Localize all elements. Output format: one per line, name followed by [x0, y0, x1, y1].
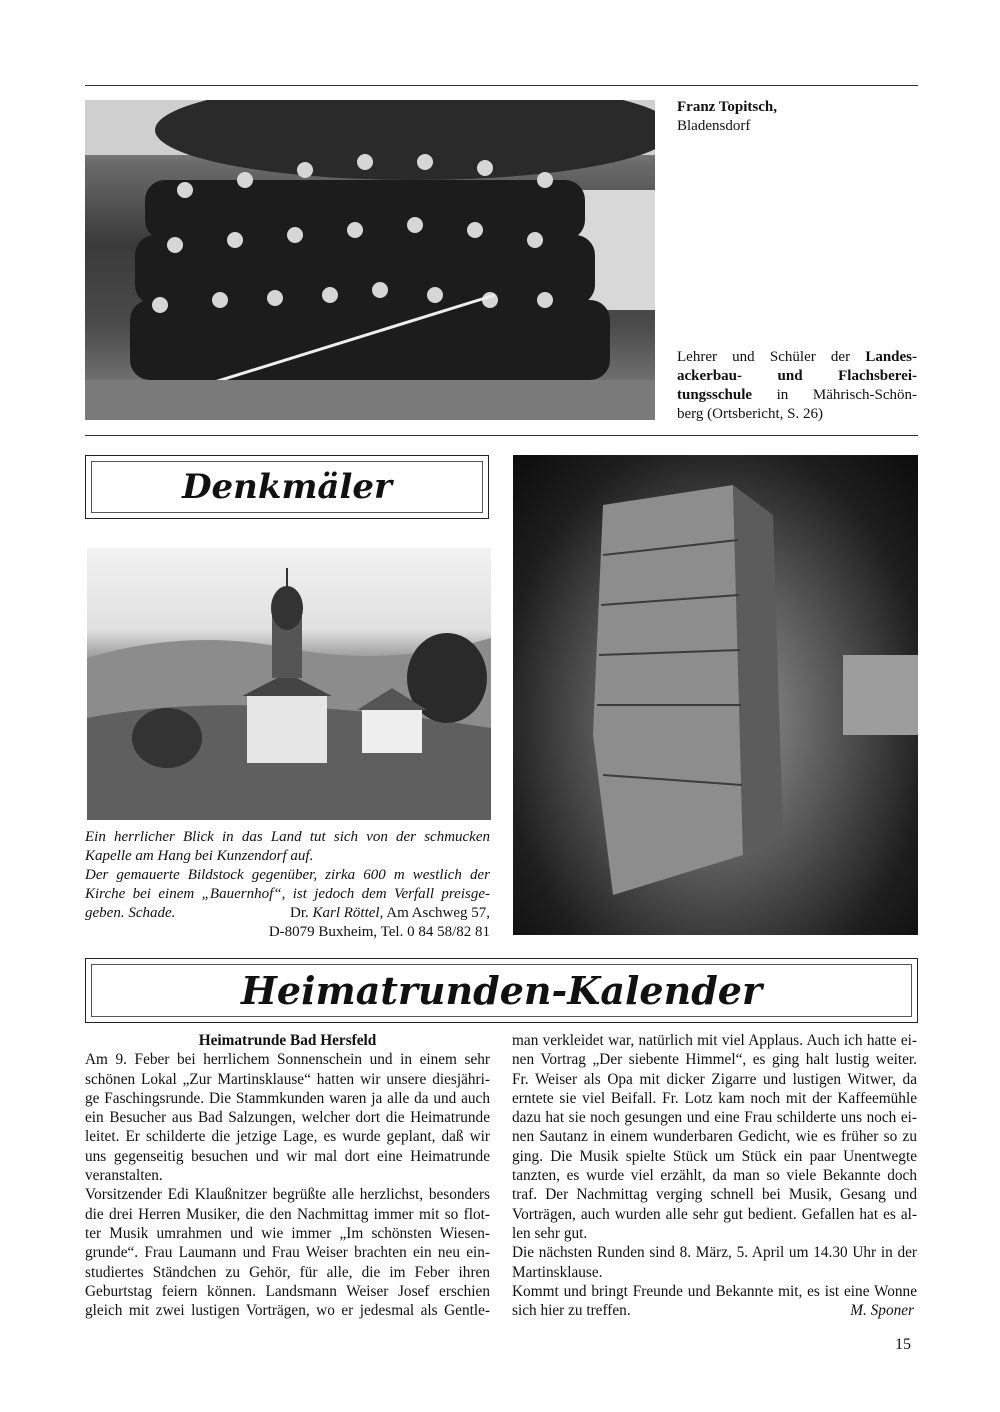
article-line: leitet. Er schilderte die jetzige Lage, es wurde geplant, daß wir: [85, 1128, 490, 1146]
caption-line: [677, 348, 917, 367]
chapel-photo-graphic: [87, 548, 491, 820]
article-line: die drei Herren Musiker, die den Nachmittag immer mit so flot-: [85, 1205, 490, 1223]
caption-line: Ein herrlicher Blick in das Land tut sich von der schmucken: [85, 829, 490, 845]
article-line: veranstalten.: [85, 1167, 163, 1185]
caption-author-line: [85, 904, 490, 923]
middle-rule: [85, 435, 918, 436]
denkmaeler-caption: [85, 828, 490, 942]
shrine-photo-graphic: [513, 455, 918, 935]
credit-place: Bladensdorf: [677, 118, 751, 134]
article-line: Martinsklause.: [512, 1263, 603, 1281]
top-photo-caption: [677, 348, 917, 424]
author-address: Am Aschweg 57,: [383, 905, 490, 921]
top-rule: [85, 85, 918, 86]
article-line: Vorträgen, auch wurden alle sehr gut bedient. Gefallen hat es al-: [512, 1205, 917, 1223]
article-line: Die nächsten Runden sind 8. März, 5. April um 14.30 Uhr in der: [512, 1244, 917, 1262]
denkmaeler-title: Denkmäler: [182, 467, 392, 507]
caption-text: geben. Schade.: [85, 905, 176, 921]
article-line: Am 9. Feber bei herrlichem Sonnenschein und in einem sehr: [85, 1051, 490, 1069]
caption-line: [677, 386, 917, 405]
article-left-column: [85, 1031, 490, 1320]
article-line: len sehr gut.: [512, 1224, 588, 1242]
article-heading: Heimatrunde Bad Hersfeld: [198, 1032, 377, 1049]
wayside-shrine-photo: [513, 455, 918, 935]
page-number: 15: [895, 1336, 911, 1353]
author-prefix: Dr.: [289, 905, 313, 921]
article-line: gleich mit zwei lustigen Vorträgen, wo er jedesmal als Gentle-: [85, 1302, 490, 1320]
article-line: uns gegenseitig besuchen und wir mal dort eine Heimatrunde: [85, 1147, 490, 1165]
top-photo-credit: [677, 98, 917, 136]
article-line: nen Sautanz in einem wunderbaren Gedicht, wie es früher so zu: [512, 1128, 917, 1146]
article-right-column: [512, 1031, 917, 1320]
article-line: ter Musik umrahmen und wie immer „Im schönsten Wiesen-: [85, 1224, 490, 1242]
group-photo-graphic: [85, 100, 655, 420]
article-line: ein Besucher aus Bad Salzungen, welcher dort die Heimatrunde: [85, 1109, 490, 1127]
article-line: studiertes Ständchen zu Gehör, für alle, die im Feber ihren: [85, 1263, 490, 1281]
caption-text: Lehrer und Schüler der: [677, 349, 866, 365]
author-name: Karl Röttel,: [312, 905, 384, 921]
denkmaeler-title-box: [85, 455, 489, 519]
article-line: nen Vortrag „Der siebente Himmel“, es ging halt lustig weiter.: [512, 1051, 917, 1069]
article-line: schönen Lokal „Zur Martinsklause“ hatten wir unsere diesjähri-: [85, 1070, 490, 1088]
caption-bold-text: tungsschule: [677, 387, 753, 403]
caption-bold-text: Landes-: [865, 349, 917, 365]
signature: M. Sponer: [850, 1302, 914, 1320]
kalender-title: Heimatrunden-Kalender: [241, 968, 762, 1013]
caption-line: [677, 367, 917, 386]
article-line: Fr. Weiser als Opa mit dicker Zigarre und lustigen Witwer, da: [512, 1070, 917, 1088]
article-line: dazu hat sie noch gesungen und eine Frau schilderte uns noch ei-: [512, 1109, 917, 1127]
caption-line: Der gemauerte Bildstock gegenüber, zirka 600 m westlich der: [85, 867, 490, 883]
credit-name: Franz Topitsch,: [677, 99, 778, 115]
article-line: Geburtstag feiern können. Landsmann Weiser Josef erschien: [85, 1282, 490, 1300]
caption-line: [677, 405, 917, 424]
caption-text: [742, 368, 778, 384]
author-address-line: D-8079 Buxheim, Tel. 0 84 58/82 81: [268, 924, 490, 940]
author-credit: [290, 904, 490, 923]
kalender-title-box: [85, 958, 918, 1023]
article-line: ging. Die Musik spielte Stück um Stück ein paar Unentwegte: [512, 1147, 917, 1165]
article-line: grunde“. Frau Laumann und Frau Weiser brachten ein neu ein-: [85, 1244, 490, 1262]
caption-bold-text: Flachsberei-: [838, 368, 917, 384]
article-closing-line: [512, 1301, 917, 1320]
caption-line: Kapelle am Hang bei Kunzendorf auf.: [85, 848, 314, 864]
article-text: sich hier zu treffen.: [512, 1302, 631, 1320]
article-line: Vorsitzender Edi Klaußnitzer begrüßte alle herzlichst, besonders: [85, 1186, 490, 1204]
article-line: tanzten, es wurde viel erzählt, da man so viele Bekannte doch: [512, 1167, 917, 1185]
caption-bold-text: und: [777, 368, 803, 384]
caption-text: in Mährisch-Schön-: [752, 387, 917, 403]
article-line: erntete sie viel Beifall. Fr. Lotz kam noch mit der Kaffeemühle: [512, 1089, 917, 1107]
caption-text: [803, 368, 839, 384]
article-line: man verkleidet war, natürlich mit viel Applaus. Auch ich hatte ei-: [512, 1032, 917, 1049]
group-photo: [85, 100, 655, 420]
caption-line: Kirche bei einem „Bauernhof“, ist jedoch dem Verfall preisge-: [85, 886, 490, 902]
caption-text: berg (Ortsbericht, S. 26): [677, 406, 823, 422]
article-line: Kommt und bringt Freunde und Bekannte mit, es ist eine Wonne: [512, 1282, 917, 1300]
article-line: traf. Der Nachmittag verging schnell bei Musik, Gesang und: [512, 1186, 917, 1204]
chapel-photo: [87, 548, 491, 820]
caption-bold-text: ackerbau-: [677, 368, 742, 384]
article-line: ge Faschingsrunde. Die Stammkunden waren ja alle da und auch: [85, 1089, 490, 1107]
